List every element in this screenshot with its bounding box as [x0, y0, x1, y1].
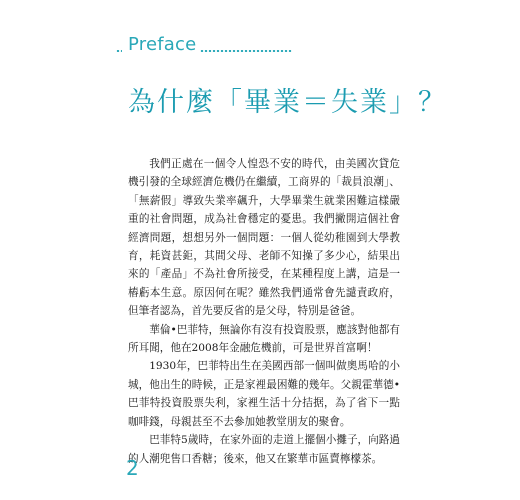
chapter-title: 為什麼「畢業＝失業」？ — [128, 87, 447, 118]
body-text — [128, 155, 400, 468]
section-header — [116, 34, 292, 55]
preface-label: Preface — [128, 34, 197, 55]
paragraph: 1930年，巴菲特出生在美國西部一個叫做奧馬哈的小城，他出生的時候，正是家裡最困難的幾年。父親霍華德•巴菲特投資股票失利，家裡生活十分拮据，為了省下一點咖啡錢，母親甚至不去參加她教堂朋友的聚會。 — [128, 360, 400, 428]
paragraph: 巴菲特5歲時，在家外面的走道上擺個小攤子，向路過的人潮兜售口香糖；後來，他又在繁華市區賣檸檬茶。 — [128, 434, 400, 465]
page-number: 2 — [126, 456, 139, 480]
paragraph: 華倫•巴菲特，無論你有沒有投資股票，應該對他都有所耳聞，他在2008年金融危機前，可是世界首富啊！ — [128, 323, 400, 355]
dotted-rule-right — [200, 50, 292, 52]
dotted-rule-left — [116, 50, 122, 52]
paragraph: 我們正處在一個令人惶恐不安的時代，由美國次貸危機引發的全球經濟危機仍在繼續，工商界的「裁員浪潮」、「無薪假」導致失業率飆升，大學畢業生就業困難這樣嚴重的社會問題，成為社會穩定的憂患。我們撇開這個社會經濟問題，想想另外一個問題：一個人從幼稚園到大學教育，耗資甚鉅，其間父母、老師不知操了多少心，結果出來的「產品」不為社會所接受，在某種程度上講，這是一樁虧本生意。原因何在呢？雖然我們通常會先譴責政府，但筆者認為，首先要反省的是父母，特別是爸爸。 — [128, 158, 400, 318]
